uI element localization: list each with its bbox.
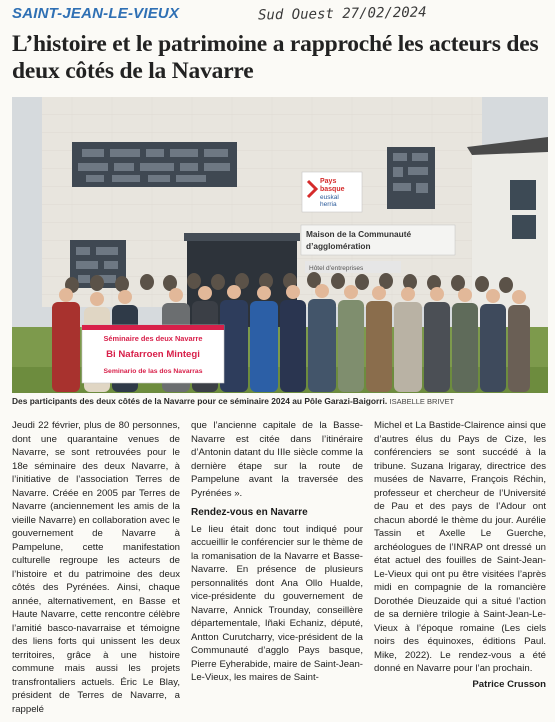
article-subheading: Rendez-vous en Navarre — [191, 507, 308, 518]
column-3-text: Michel et La Bastide-Clairence ainsi que d’autres élus du Pays de Cize, les conférenciers se sont succédé à la tribune. Suzana Irigaray, directrice des musées de Navarre, François Réchin, professeur et chercheur de l’Université de Pau et des pays de l’Adour ont chacun abordé le thème du jour. Aurélie Tassin et Axelle Le Guerche, archéologues de l’INRAP ont dressé un état actuel des fouilles de Saint-Jean-Le-Vieux qui ont pu être visitées l’après midi en compagnie de la romancière Dorothée Dieuzaide qui a situé l’action de sa dernière trilogie à Saint-Jean-Le-Vieux à l’époque romaine (Les ciels noirs des équinoxes, éditions Paul. Mike, 2022). Le rendez-vous a été donné en Navarre pour l’an prochain. — [374, 420, 546, 674]
banner-line2: Bi Nafarroen Mintegi — [106, 349, 200, 360]
column-2-text-part1: que l’ancienne capitale de la Basse-Navarre est citée dans l’itinéraire d’Antonin datant du IIIe siècle comme la dernière étape sur la route de Pampelune avant la traversée des Pyrénées ». — [191, 420, 363, 499]
column-2-text-part2: Le lieu était donc tout indiqué pour accueillir le conférencier sur le thème de la romanisation de la Navarre et Basse-Navarre. En présence de plusieurs personnalités dont Ana Ollo Hualde, vice-présidente du gouvernement de Navarre, Annick Trounday, conseillère départementale, Iñaki Echaniz, député, Antton Curutcharry, vice-président de la Communauté d’agglo Pays basque, Pierre Eyherabide, maire de Saint-Jean-Le-Vieux, les maires de Saint- — [191, 523, 363, 683]
logo-text-line2: basque — [320, 186, 345, 193]
logo-text-line4: herria — [320, 201, 337, 208]
article-column-1 — [12, 419, 180, 716]
building-sign-line2: d’agglomération — [306, 241, 371, 251]
building-sign-line1: Maison de la Communauté — [306, 229, 412, 239]
column-1-text: Jeudi 22 février, plus de 80 personnes, dont une quarantaine venues de Navarre, se sont retrouvées pour le 18e séminaire des deux Navarre, à l’initiative de l’association Terres de Navarre. Créée en 2005 par Terres de Navarre (anciennement les amis de la vieille Navarre) en collaboration avec le gouvernement de Navarre à Pampelune, cette manifestation culturelle regroupe les acteurs de l’histoire et du patrimoine des deux côtés des Pyrénées. Ainsi, chaque année, alternativement, en Basse et Haute Navarre, cette rencontre célèbre l’amitié basco-navarraise et témoigne des liens forts qui unissent les deux territoires, grâce à une histoire commune mais aussi les projets transfrontaliers actuels. Éric Le Blay, président de Terres de Navarre, a rappelé — [12, 420, 180, 715]
group-photo-illustration — [12, 97, 548, 393]
section-kicker: SAINT-JEAN-LE-VIEUX — [12, 5, 180, 22]
article-column-2 — [191, 419, 363, 685]
banner-line1: Séminaire des deux Navarre — [103, 334, 203, 343]
article-photo — [12, 97, 548, 393]
seminar-banner — [82, 325, 224, 383]
logo-text-line1: Pays — [320, 178, 337, 185]
article-headline: L’histoire et le patrimoine a rapproché les acteurs des deux côtés de la Navarre — [12, 31, 539, 84]
article-column-3 — [374, 419, 546, 691]
banner-line3: Seminario de las dos Navarras — [103, 368, 203, 375]
photo-credit: ISABELLE BRIVET — [389, 397, 455, 406]
building-sign-small: Hôtel d’entreprises — [309, 265, 364, 272]
photo-caption — [12, 396, 552, 406]
caption-text: Des participants des deux côtés de la Navarre pour ce séminaire 2024 au Pôle Garazi-Baigorri. — [12, 396, 388, 406]
handwritten-date-note: Sud Ouest 27/02/2024 — [257, 4, 427, 24]
logo-text-line3: euskal — [320, 194, 339, 201]
article-author: Patrice Crusson — [472, 678, 546, 690]
